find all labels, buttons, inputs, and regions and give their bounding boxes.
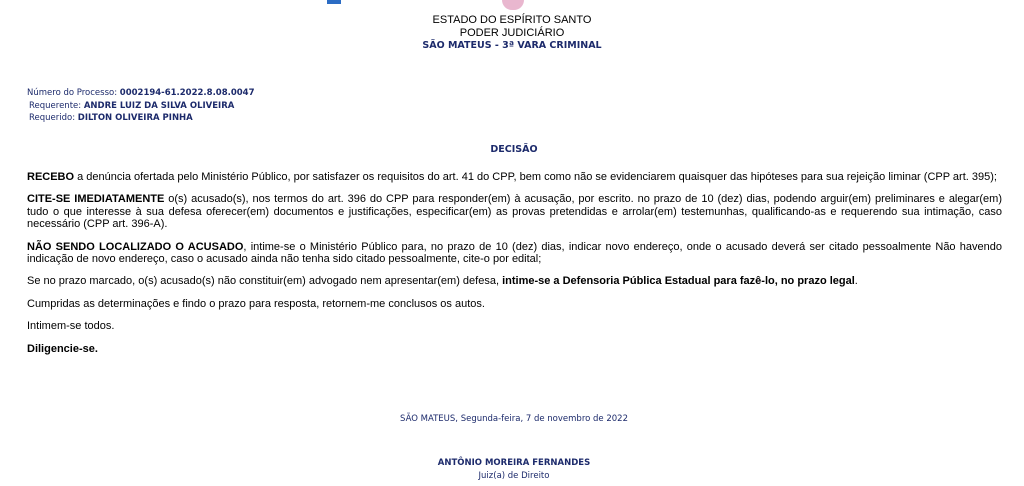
paragraph-intimem: Intimem-se todos.: [27, 320, 115, 333]
paragraph-end: .: [854, 275, 858, 288]
document-title: DECISÃO: [490, 144, 538, 155]
process-number: 0002194-61.2022.8.08.0047: [119, 88, 255, 98]
paragraph-lead: CITE-SE IMEDIATAMENTE: [27, 193, 165, 206]
process-number-row: [27, 87, 255, 100]
requerido-name: DILTON OLIVEIRA PINHA: [77, 113, 193, 123]
signer-name: ANTÔNIO MOREIRA FERNANDES: [437, 458, 591, 468]
paragraph-cite-se: [27, 193, 1002, 230]
paragraph-text: , intime-se o Ministério Público para, no prazo de 10 (dez) dias, indicar novo endereço, onde o acusado deverá ser citado pessoalmente Não havendo indicação de novo endereço, caso o acusado ainda não tenha sido citado pessoalmente, cite-o por edital;: [27, 240, 1003, 266]
paragraph-recebo: [27, 171, 1002, 183]
requerente-name: ANDRE LUIZ DA SILVA OLIVEIRA: [83, 100, 235, 111]
decision-body: [27, 171, 1002, 365]
paragraph-defensoria: [27, 275, 1002, 287]
paragraph-diligencie: Diligencie-se.: [27, 342, 98, 355]
paragraph-cumpridas: Cumpridas as determinações e findo o prazo para resposta, retornem-me conclusos os autos.: [27, 297, 485, 310]
requerente-label: Requerente:: [29, 100, 82, 111]
place-and-date: SÃO MATEUS, Segunda-feira, 7 de novembro de 2022: [400, 414, 628, 424]
paragraph-text: a denúncia ofertada pelo Ministério Público, por satisfazer os requisitos do art. 41 do CPP, bem como não se evidenciarem quaisquer das hipóteses para sua rejeição liminar (CPP art. 395);: [74, 171, 997, 183]
signer-role: Juiz(a) de Direito: [478, 471, 550, 481]
document-header: [0, 14, 1024, 53]
paragraph-lead: RECEBO: [27, 171, 75, 183]
paragraph-text: o(s) acusado(s), nos termos do art. 396 do CPP para responder(em) à acusação, por escrito. no prazo de 10 (dez) dias, podendo arguir(em) preliminares e alegar(em) tudo o que interesse à sua defesa oferecer(em) documentos e justificações, especificar(em) as provas pretendidas e arrolar(em) testemunhas, qualificando-as e requerendo sua intimação, caso necessário (CPP art. 396-A).: [27, 193, 1003, 231]
case-metadata: [27, 87, 255, 125]
requerido-label: Requerido:: [29, 113, 76, 123]
paragraph-lead: NÃO SENDO LOCALIZADO O ACUSADO: [27, 240, 244, 253]
coat-of-arms-emblem: [502, 0, 524, 10]
court-name: SÃO MATEUS - 3ª VARA CRIMINAL: [422, 40, 602, 51]
top-bar-remnant: [327, 0, 341, 4]
judiciary-name: PODER JUDICIÁRIO: [459, 26, 565, 39]
state-name: ESTADO DO ESPÍRITO SANTO: [432, 14, 592, 26]
requerido-row: [27, 112, 255, 125]
paragraph-text: Se no prazo marcado, o(s) acusado(s) não constituir(em) advogado nem apresentar(em) defesa,: [27, 275, 503, 288]
paragraph-nao-localizado: [27, 241, 1002, 266]
requerente-row: [27, 100, 255, 113]
process-number-label: Número do Processo:: [27, 88, 118, 98]
paragraph-emphasis: intime-se a Defensoria Pública Estadual para fazê-lo, no prazo legal: [502, 275, 855, 288]
